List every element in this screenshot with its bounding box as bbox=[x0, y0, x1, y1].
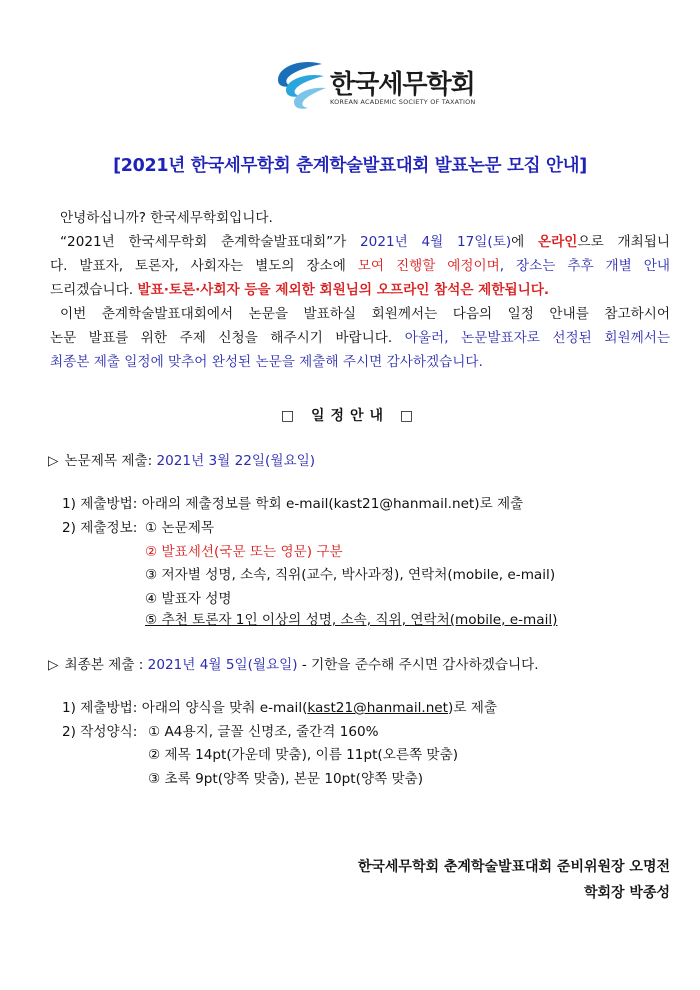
venue-note: , 장소는 추후 개별 안내 bbox=[499, 258, 671, 274]
presenter-note: 아울러, 논문발표자로 선정된 회원께서는 bbox=[404, 330, 670, 346]
info-item: ④ 발표자 성명 bbox=[145, 591, 232, 607]
signature-committee: 한국세무학회 춘계학술발표대회 준비위원장 오명전 bbox=[357, 859, 670, 875]
final-deadline: 2021년 4월 5일(월요일) bbox=[147, 657, 298, 673]
intro-line bbox=[50, 326, 670, 350]
greeting-line: 안녕하십니까? 한국세무학회입니다. bbox=[60, 210, 273, 226]
intro-text: 논문 발표를 위한 주제 신청을 해주시기 바랍니다. bbox=[50, 330, 405, 346]
society-logo bbox=[272, 58, 476, 120]
intro-text: 드리겠습니다. bbox=[50, 282, 138, 298]
schedule-heading: □ 일정안내 □ bbox=[280, 408, 420, 424]
section-label: 최종본 제출 : bbox=[64, 657, 148, 673]
section-label: 논문제목 제출: bbox=[64, 453, 157, 469]
format-label: 2) 작성양식: bbox=[62, 724, 138, 740]
info-item: ① 논문제목 bbox=[145, 520, 215, 536]
final-submission-heading bbox=[48, 656, 539, 674]
format-item: ③ 초록 9pt(양쪽 맞춤), 본문 10pt(양쪽 맞춤) bbox=[148, 771, 424, 787]
deadline-note: - 기한을 준수해 주시면 감사하겠습니다. bbox=[297, 657, 539, 673]
logo-wordmark: 한국세무학회 bbox=[330, 70, 475, 100]
method-text: 1) 제출방법: 아래의 양식을 맞춰 e-mail( bbox=[62, 700, 308, 716]
attendance-restriction: 발표·토론·사회자 등을 제외한 회원님의 오프라인 참석은 제한됩니다. bbox=[137, 282, 550, 298]
info-item: ⑤ 추천 토론자 1인 이상의 성명, 소속, 직위, 연락처(mobile, e-mail) bbox=[145, 612, 558, 628]
email-link[interactable]: kast21@hanmail.net bbox=[307, 700, 449, 716]
logo-subtitle: KOREAN ACADEMIC SOCIETY OF TAXATION bbox=[330, 98, 476, 106]
intro-line bbox=[50, 254, 670, 278]
notice-title: [2021년 한국세무학회 춘계학술발표대회 발표논문 모집 안내] bbox=[113, 156, 587, 176]
info-item: ② 발표세션(국문 또는 영문) 구분 bbox=[145, 544, 343, 560]
title-deadline: 2021년 3월 22일(월요일) bbox=[156, 453, 316, 469]
triangle-marker-icon: ▷ bbox=[48, 453, 59, 469]
intro-text: “2021년 한국세무학회 춘계학술발표대회”가 bbox=[60, 234, 361, 250]
intro-line: 이번 춘계학술발표대회에서 논문을 발표하실 회원께서는 다음의 일정 안내를 참고하시어 bbox=[60, 306, 670, 322]
intro-text: 으로 개최됩니 bbox=[577, 234, 670, 250]
info-item: ③ 저자별 성명, 소속, 직위(교수, 박사과정), 연락처(mobile, e-mail) bbox=[145, 567, 556, 583]
swoosh-logo-icon bbox=[272, 58, 328, 120]
intro-text: 다. 발표자, 토론자, 사회자는 별도의 장소에 bbox=[50, 258, 358, 274]
intro-line bbox=[50, 278, 670, 302]
submission-info-label: 2) 제출정보: bbox=[62, 520, 138, 536]
venue-note: 모여 진행할 예정이며 bbox=[357, 258, 500, 274]
title-submission-heading bbox=[48, 452, 315, 470]
format-item: ① A4용지, 글꼴 신명조, 줄간격 160% bbox=[148, 724, 379, 740]
intro-text: 에 bbox=[511, 234, 539, 250]
method-text: )로 제출 bbox=[448, 700, 498, 716]
format-item: ② 제목 14pt(가운데 맞춤), 이름 11pt(오른쪽 맞춤) bbox=[148, 747, 459, 763]
event-date: 2021년 4월 17일(토) bbox=[360, 234, 512, 250]
intro-line: 최종본 제출 일정에 맞추어 완성된 논문을 제출해 주시면 감사하겠습니다. bbox=[50, 354, 483, 370]
intro-paragraph bbox=[50, 206, 670, 374]
final-submission-method bbox=[62, 699, 497, 717]
online-label: 온라인 bbox=[538, 234, 578, 250]
triangle-marker-icon: ▷ bbox=[48, 657, 59, 673]
signature-president: 학회장 박종성 bbox=[583, 885, 670, 901]
intro-line bbox=[50, 230, 670, 254]
submission-method: 1) 제출방법: 아래의 제출정보를 학회 e-mail(kast21@hanmail.net)로 제출 bbox=[62, 496, 524, 512]
